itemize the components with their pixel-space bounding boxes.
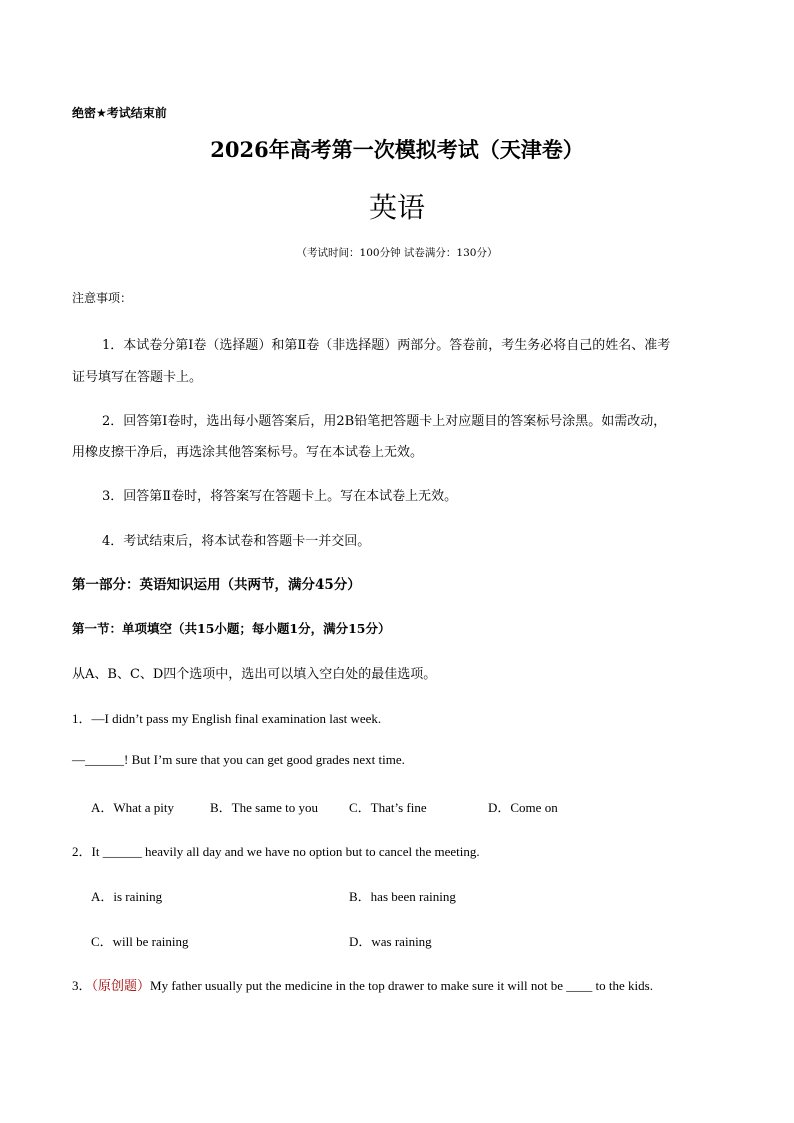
section-instruction: 从A、B、C、D四个选项中，选出可以填入空白处的最佳选项。 xyxy=(72,667,437,682)
question-3-stem: My father usually put the medicine in the top drawer to make sure it will not be ____ to the kids. xyxy=(150,978,653,993)
question-3-number: 3． xyxy=(72,978,92,993)
notice-item-1-line-2: 证号填写在答题卡上。 xyxy=(72,370,203,385)
question-2-option-d: D．was raining xyxy=(349,934,432,949)
notice-item-2-line-1: 2．回答第Ⅰ卷时，选出每小题答案后，用2B铅笔把答题卡上对应题目的答案标号涂黑。如需改动， xyxy=(102,414,667,429)
subject-title: 英语 xyxy=(368,191,425,224)
notice-title: 注意事项： xyxy=(72,291,133,305)
question-3-original-tag: （原创题） xyxy=(91,978,151,993)
question-2-option-a: A．is raining xyxy=(91,889,163,904)
question-1-option-d: D．Come on xyxy=(488,800,558,815)
question-3 xyxy=(72,975,653,994)
notice-item-4: 4．考试结束后，将本试卷和答题卡一并交回。 xyxy=(102,534,371,549)
notice-item-1-line-1: 1．本试卷分第Ⅰ卷（选择题）和第Ⅱ卷（非选择题）两部分。答卷前，考生务必将自己的姓名、准考 xyxy=(102,338,671,353)
question-1-option-a: A．What a pity xyxy=(91,800,175,815)
question-2-stem: 2．It ______ heavily all day and we have no option but to cancel the meeting. xyxy=(72,844,480,859)
question-1-option-b: B．The same to you xyxy=(210,800,318,815)
notice-item-2-line-2: 用橡皮擦干净后，再选涂其他答案标号。写在本试卷上无效。 xyxy=(72,445,424,460)
section-1-title: 第一节：单项填空（共15小题；每小题1分，满分15分） xyxy=(72,621,391,636)
question-1-option-c: C．That’s fine xyxy=(349,800,427,815)
notice-item-3: 3．回答第Ⅱ卷时，将答案写在答题卡上。写在本试卷上无效。 xyxy=(102,489,458,504)
exam-info: （考试时间：100分钟 试卷满分：130分） xyxy=(296,247,498,259)
question-1-line-2: —______! But I’m sure that you can get good grades next time. xyxy=(72,752,405,767)
exam-title: 2026年高考第一次模拟考试（天津卷） xyxy=(210,137,584,162)
question-1-line-1: 1．—I didn’t pass my English final examination last week. xyxy=(72,711,382,726)
confidential-label: 绝密★考试结束前 xyxy=(72,106,167,120)
question-2-option-c: C．will be raining xyxy=(91,934,189,949)
question-2-option-b: B．has been raining xyxy=(349,889,456,904)
part-1-title: 第一部分：英语知识运用（共两节，满分45分） xyxy=(72,577,361,593)
